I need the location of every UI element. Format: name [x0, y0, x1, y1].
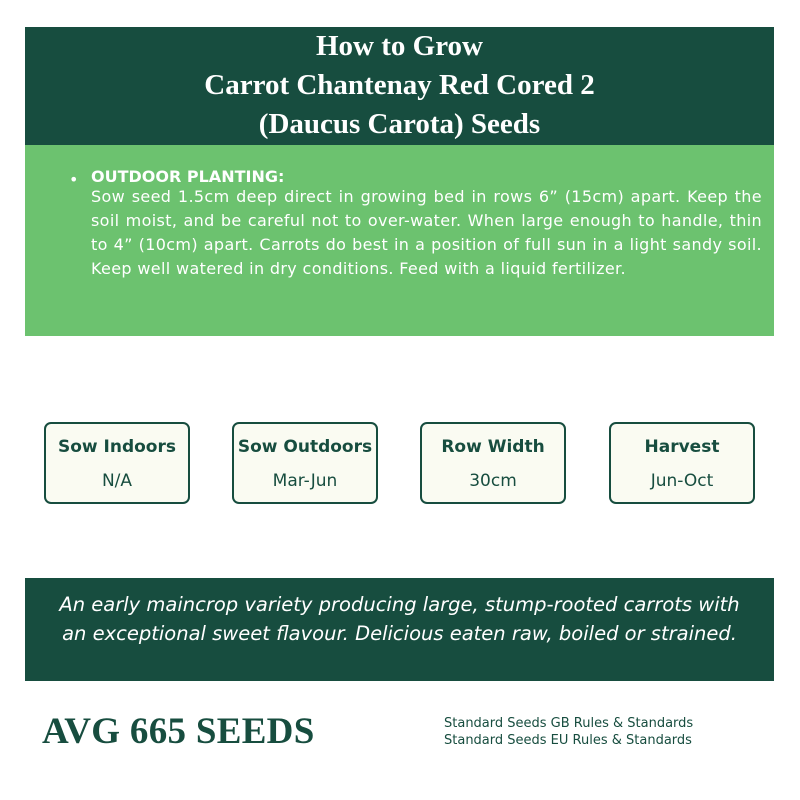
title-line-3: (Daucus Carota) Seeds: [258, 108, 541, 140]
brand-name: AVG 665 SEEDS: [42, 711, 315, 752]
info-card-sow-indoors: [44, 422, 190, 504]
card-label: Sow Indoors: [57, 437, 176, 457]
bullet-icon: •: [69, 170, 79, 189]
outdoor-planting-section: [25, 145, 774, 336]
title-line-1: How to Grow: [315, 30, 483, 62]
variety-description: An early maincrop variety producing large, stump-rooted carrots with an exceptional sweet flavour. Delicious eaten raw, boiled or strained.: [25, 578, 774, 681]
card-label: Harvest: [644, 437, 720, 457]
info-card-row-width: [420, 422, 566, 504]
standard-eu: Standard Seeds EU Rules & Standards: [444, 733, 692, 748]
card-label: Sow Outdoors: [237, 437, 373, 457]
standard-gb: Standard Seeds GB Rules & Standards: [444, 716, 694, 731]
title-line-2: Carrot Chantenay Red Cored 2: [204, 69, 595, 101]
card-value: Mar-Jun: [272, 471, 338, 491]
info-card-harvest: [609, 422, 755, 504]
info-card-sow-outdoors: [232, 422, 378, 504]
standards-block: [444, 715, 693, 749]
card-label: Row Width: [441, 437, 545, 457]
planting-instructions: Sow seed 1.5cm deep direct in growing bed in rows 6” (15cm) apart. Keep the soil moist, and be careful not to over-water. When large enough to handle, thin to 4” (10cm) apart. Carrots do best in a position of full sun in a light sandy soil. Keep well watered in dry conditions. Feed with a liquid fertilizer.: [91, 187, 762, 278]
card-value: N/A: [101, 471, 133, 491]
card-value: Jun-Oct: [650, 471, 714, 491]
planting-heading: OUTDOOR PLANTING:: [91, 167, 285, 186]
title-banner: [25, 27, 774, 145]
card-value: 30cm: [469, 471, 517, 491]
